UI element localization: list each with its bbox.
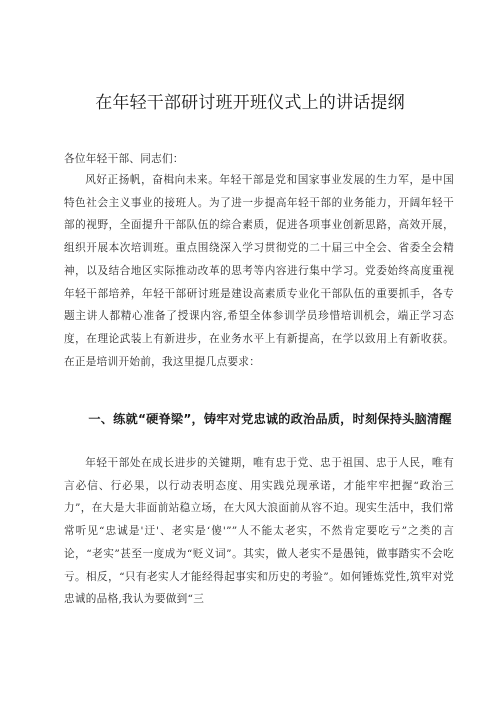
paragraph-text: 风好正扬帆，奋楫向未来。年轻干部是党和国家事业发展的生力军，是中国特色社会主义事业的接班人。为了进一步提高年轻干部的业务能力，开阔年轻干部的视野，全面提升干部队伍的综合素质，促进各项事业创新思路，高效开展，组织开展本次培训班。重点围绕深入学习贯彻党的二十届三中全会、省委全会精神，以及结合地区实际推动改革的思考等内容进行集中学习。党委始终高度重视年轻干部培养，年轻干部研讨班是建设高素质专业化干部队伍的重要抓手，各专题主讲人都精心准备了授课内容,希望全体参训学员珍惜培训机会，端正学习态度，在理论武装上有新进步，在业务水平上有新提高，在学以致用上有新收获。在正是培训开始前，我这里提几点要求： xyxy=(64,174,454,368)
paragraph-text: 年轻干部处在成长进步的关键期，唯有忠于党、忠于祖国、忠于人民，唯有言必信、行必果，以行动表明态度、用实践兑现承诺，才能牢牢把握“政治三力”，在大是大非面前站稳立场，在大风大浪面前从容不迫。现实生活中，我们常常听见“忠诚是'迂'、老实是‘傻'””人不能太老实，不然肯定要吃亏”之类的言论，“老实”甚至一度成为“贬义词”。其实，做人老实不是愚钝，做事踏实不会吃亏。相反，“只有老实人才能经得起事实和历史的考验”。如何锤炼党性,筑牢对党忠诚的品格,我认为要做到“三 xyxy=(64,457,454,606)
salutation: 各位年轻干部、同志们： xyxy=(64,153,184,165)
section-heading-1: 一、练就“硬脊梁”，铸牢对党忠诚的政治品质，时刻保持头脑清醒 xyxy=(88,412,452,426)
body-paragraph-2 xyxy=(64,452,454,611)
document-title: 在年轻干部研讨班开班仪式上的讲话提纲 xyxy=(95,93,405,113)
body-paragraph-1 xyxy=(64,169,454,373)
